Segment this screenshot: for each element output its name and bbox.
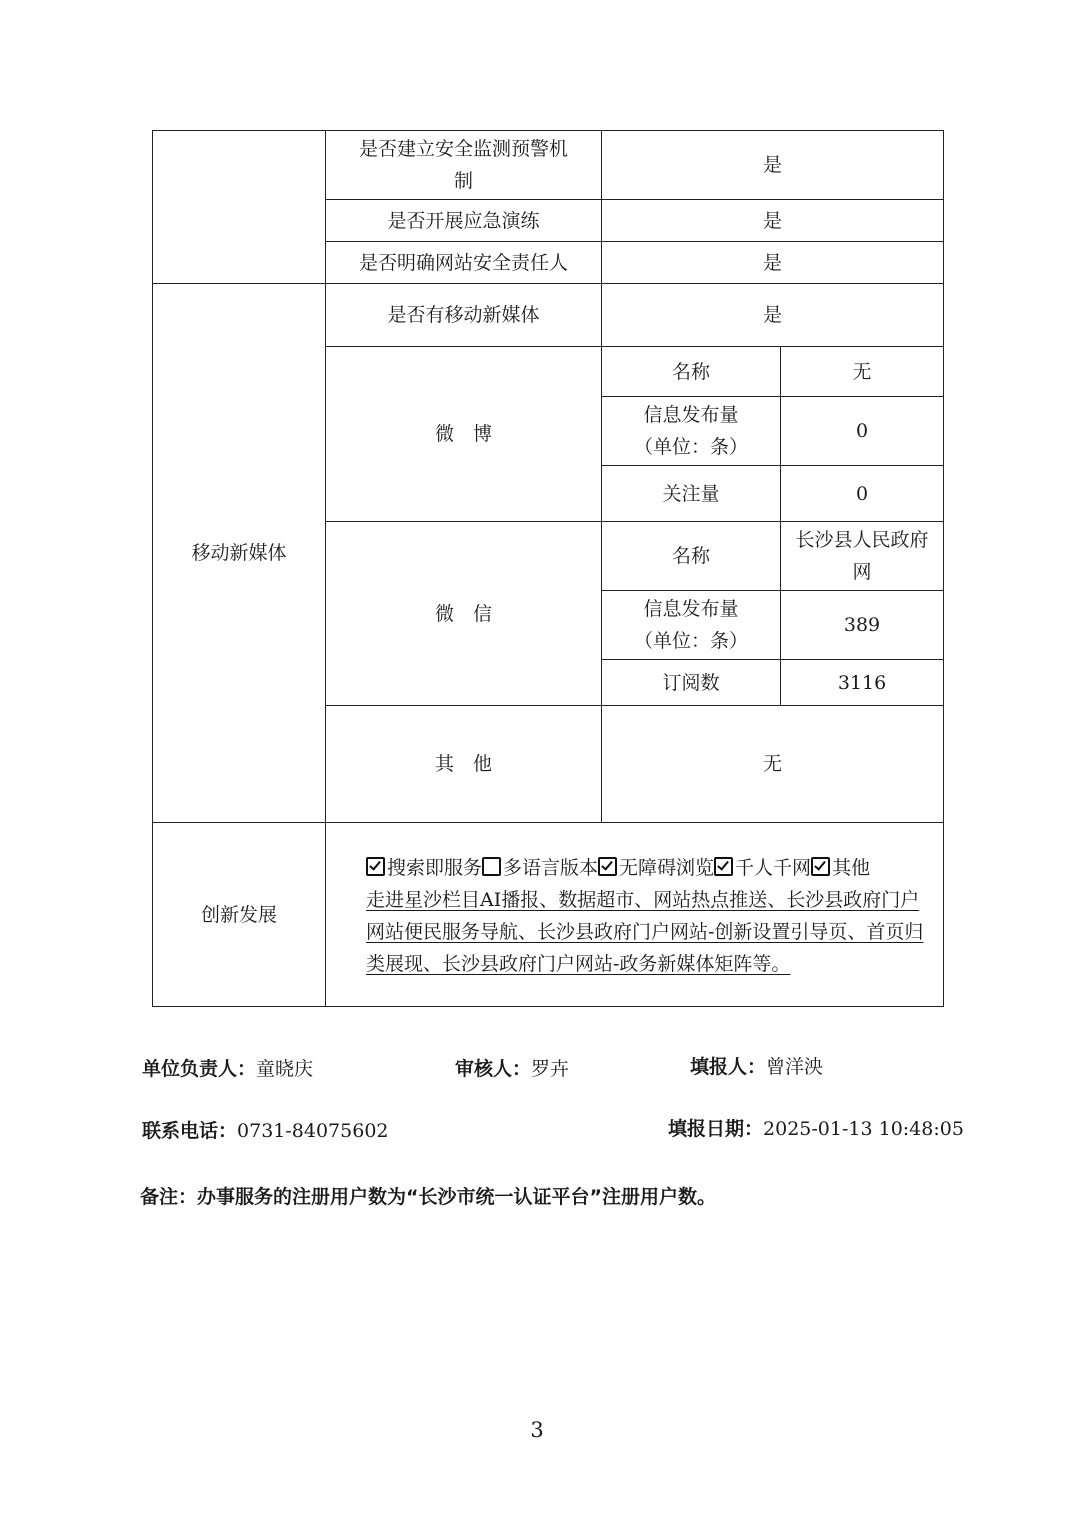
wechat-name-label: 名称 (602, 522, 781, 591)
fill-date-label: 填报日期： (668, 1118, 764, 1140)
wechat-subs-value: 3116 (781, 660, 944, 706)
wechat-label: 微 信 (326, 522, 602, 706)
weibo-followers-value: 0 (781, 466, 944, 522)
option-other: 其他 (832, 856, 871, 879)
contact-phone-value: 0731-84075602 (237, 1120, 389, 1142)
has-mobile-media-label: 是否有移动新媒体 (326, 284, 602, 347)
option-personalized: 千人千网 (735, 856, 812, 879)
contact-phone-label: 联系电话： (142, 1120, 238, 1142)
security-owner-label: 是否明确网站安全责任人 (326, 242, 602, 284)
emergency-drill-value: 是 (602, 200, 944, 242)
checkbox-accessibility[interactable] (598, 857, 617, 876)
wechat-subs-label: 订阅数 (602, 660, 781, 706)
contact-phone (142, 1116, 389, 1143)
fill-date (668, 1114, 964, 1141)
has-mobile-media-value: 是 (602, 284, 944, 347)
weibo-label: 微 博 (326, 347, 602, 522)
checkbox-personalized[interactable] (714, 857, 733, 876)
unit-leader (142, 1054, 313, 1081)
unit-leader-name: 童晓庆 (256, 1058, 314, 1080)
report-table (152, 130, 944, 1007)
security-owner-value: 是 (602, 242, 944, 284)
wechat-posts-label: 信息发布量（单位：条） (602, 591, 781, 660)
weibo-name-label: 名称 (602, 347, 781, 397)
reviewer-label: 审核人： (455, 1058, 532, 1080)
weibo-followers-label: 关注量 (602, 466, 781, 522)
checkbox-multilingual[interactable] (482, 857, 501, 876)
filler-label: 填报人： (690, 1056, 767, 1078)
innovation-other-text: 走进星沙栏目AI播报、数据超市、网站热点推送、长沙县政府门户网站便民服务导航、长沙县政府门户网站-创新设置引导页、首页归类展现、长沙县政府门户网站-政务新媒体矩阵等。 (366, 888, 924, 975)
weibo-posts-label: 信息发布量（单位：条） (602, 397, 781, 466)
page-number: 3 (530, 1418, 544, 1442)
reviewer (455, 1054, 569, 1081)
wechat-posts-value: 389 (781, 591, 944, 660)
reviewer-name: 罗卉 (531, 1058, 570, 1080)
remark-note: 备注：办事服务的注册用户数为“长沙市统一认证平台”注册用户数。 (140, 1186, 716, 1208)
fill-date-value: 2025-01-13 10:48:05 (763, 1118, 964, 1140)
filler (690, 1052, 823, 1079)
unit-leader-label: 单位负责人： (142, 1058, 257, 1080)
other-media-value: 无 (602, 706, 944, 823)
option-accessibility: 无障碍浏览 (619, 856, 715, 879)
security-monitor-value: 是 (602, 131, 944, 200)
checkbox-search-service[interactable] (366, 857, 385, 876)
weibo-posts-value: 0 (781, 397, 944, 466)
option-multilingual: 多语言版本 (503, 856, 599, 879)
option-search-service: 搜索即服务 (387, 856, 483, 879)
checkbox-other[interactable] (811, 857, 830, 876)
innovation-section: 创新发展 (153, 823, 326, 1007)
filler-name: 曾洋泱 (766, 1056, 824, 1078)
security-monitor-label: 是否建立安全监测预警机制 (326, 131, 602, 200)
innovation-options (366, 852, 933, 884)
innovation-content (326, 823, 944, 1007)
mobile-media-section: 移动新媒体 (153, 284, 326, 823)
wechat-name-value: 长沙县人民政府网 (781, 522, 944, 591)
weibo-name-value: 无 (781, 347, 944, 397)
blank-category-cell (153, 131, 326, 284)
other-media-label: 其 他 (326, 706, 602, 823)
emergency-drill-label: 是否开展应急演练 (326, 200, 602, 242)
